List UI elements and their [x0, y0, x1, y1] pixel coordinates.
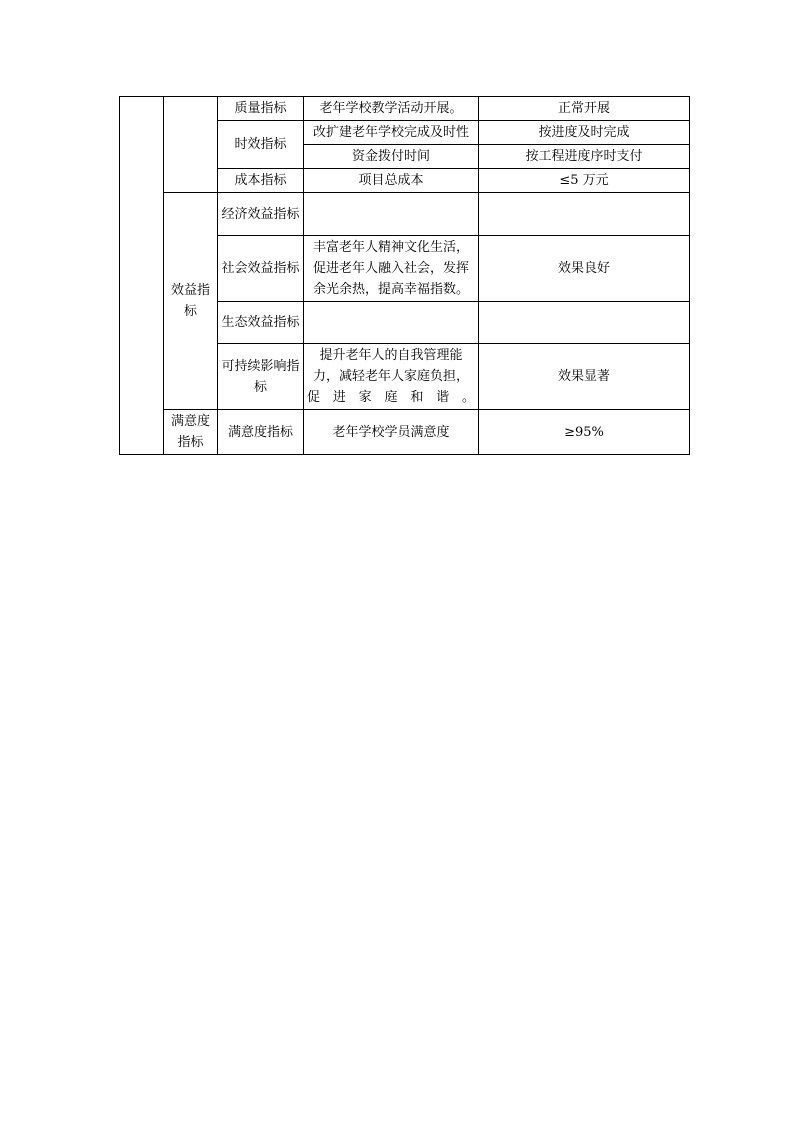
satisfaction-indicator-label: 满意度指标 — [218, 410, 304, 455]
economic-indicator-label: 经济效益指标 — [218, 193, 304, 236]
cost-indicator-label: 成本指标 — [218, 169, 304, 193]
economic-metric — [304, 193, 479, 236]
timeliness-metric: 改扩建老年学校完成及时性 — [304, 121, 479, 145]
ecological-indicator-label: 生态效益指标 — [218, 302, 304, 344]
table-row — [120, 193, 690, 236]
timeliness-indicator-label: 时效指标 — [218, 121, 304, 169]
sustainable-value: 效果显著 — [479, 344, 690, 410]
ecological-value — [479, 302, 690, 344]
timeliness-metric: 资金拨付时间 — [304, 145, 479, 169]
performance-indicator-table — [119, 96, 690, 455]
ecological-metric — [304, 302, 479, 344]
economic-value — [479, 193, 690, 236]
quality-value: 正常开展 — [479, 97, 690, 121]
cost-metric: 项目总成本 — [304, 169, 479, 193]
satisfaction-value: ≥95% — [479, 410, 690, 455]
output-category-cell — [164, 97, 218, 193]
timeliness-value: 按工程进度序时支付 — [479, 145, 690, 169]
cost-value: ≤5 万元 — [479, 169, 690, 193]
social-metric: 丰富老年人精神文化生活，促进老年人融入社会，发挥余光余热，提高幸福指数。 — [304, 236, 479, 302]
social-indicator-label: 社会效益指标 — [218, 236, 304, 302]
table-row — [120, 410, 690, 455]
sustainable-indicator-label: 可持续影响指标 — [218, 344, 304, 410]
social-value: 效果良好 — [479, 236, 690, 302]
quality-metric: 老年学校教学活动开展。 — [304, 97, 479, 121]
benefit-category-label: 效益指标 — [164, 193, 218, 410]
sustainable-metric: 提升老年人的自我管理能力，减轻老年人家庭负担，促进家庭和谐。 — [304, 344, 479, 410]
satisfaction-metric: 老年学校学员满意度 — [304, 410, 479, 455]
outer-blank-cell — [120, 97, 164, 455]
satisfaction-category-label: 满意度指标 — [164, 410, 218, 455]
timeliness-value: 按进度及时完成 — [479, 121, 690, 145]
table-row — [120, 97, 690, 121]
quality-indicator-label: 质量指标 — [218, 97, 304, 121]
